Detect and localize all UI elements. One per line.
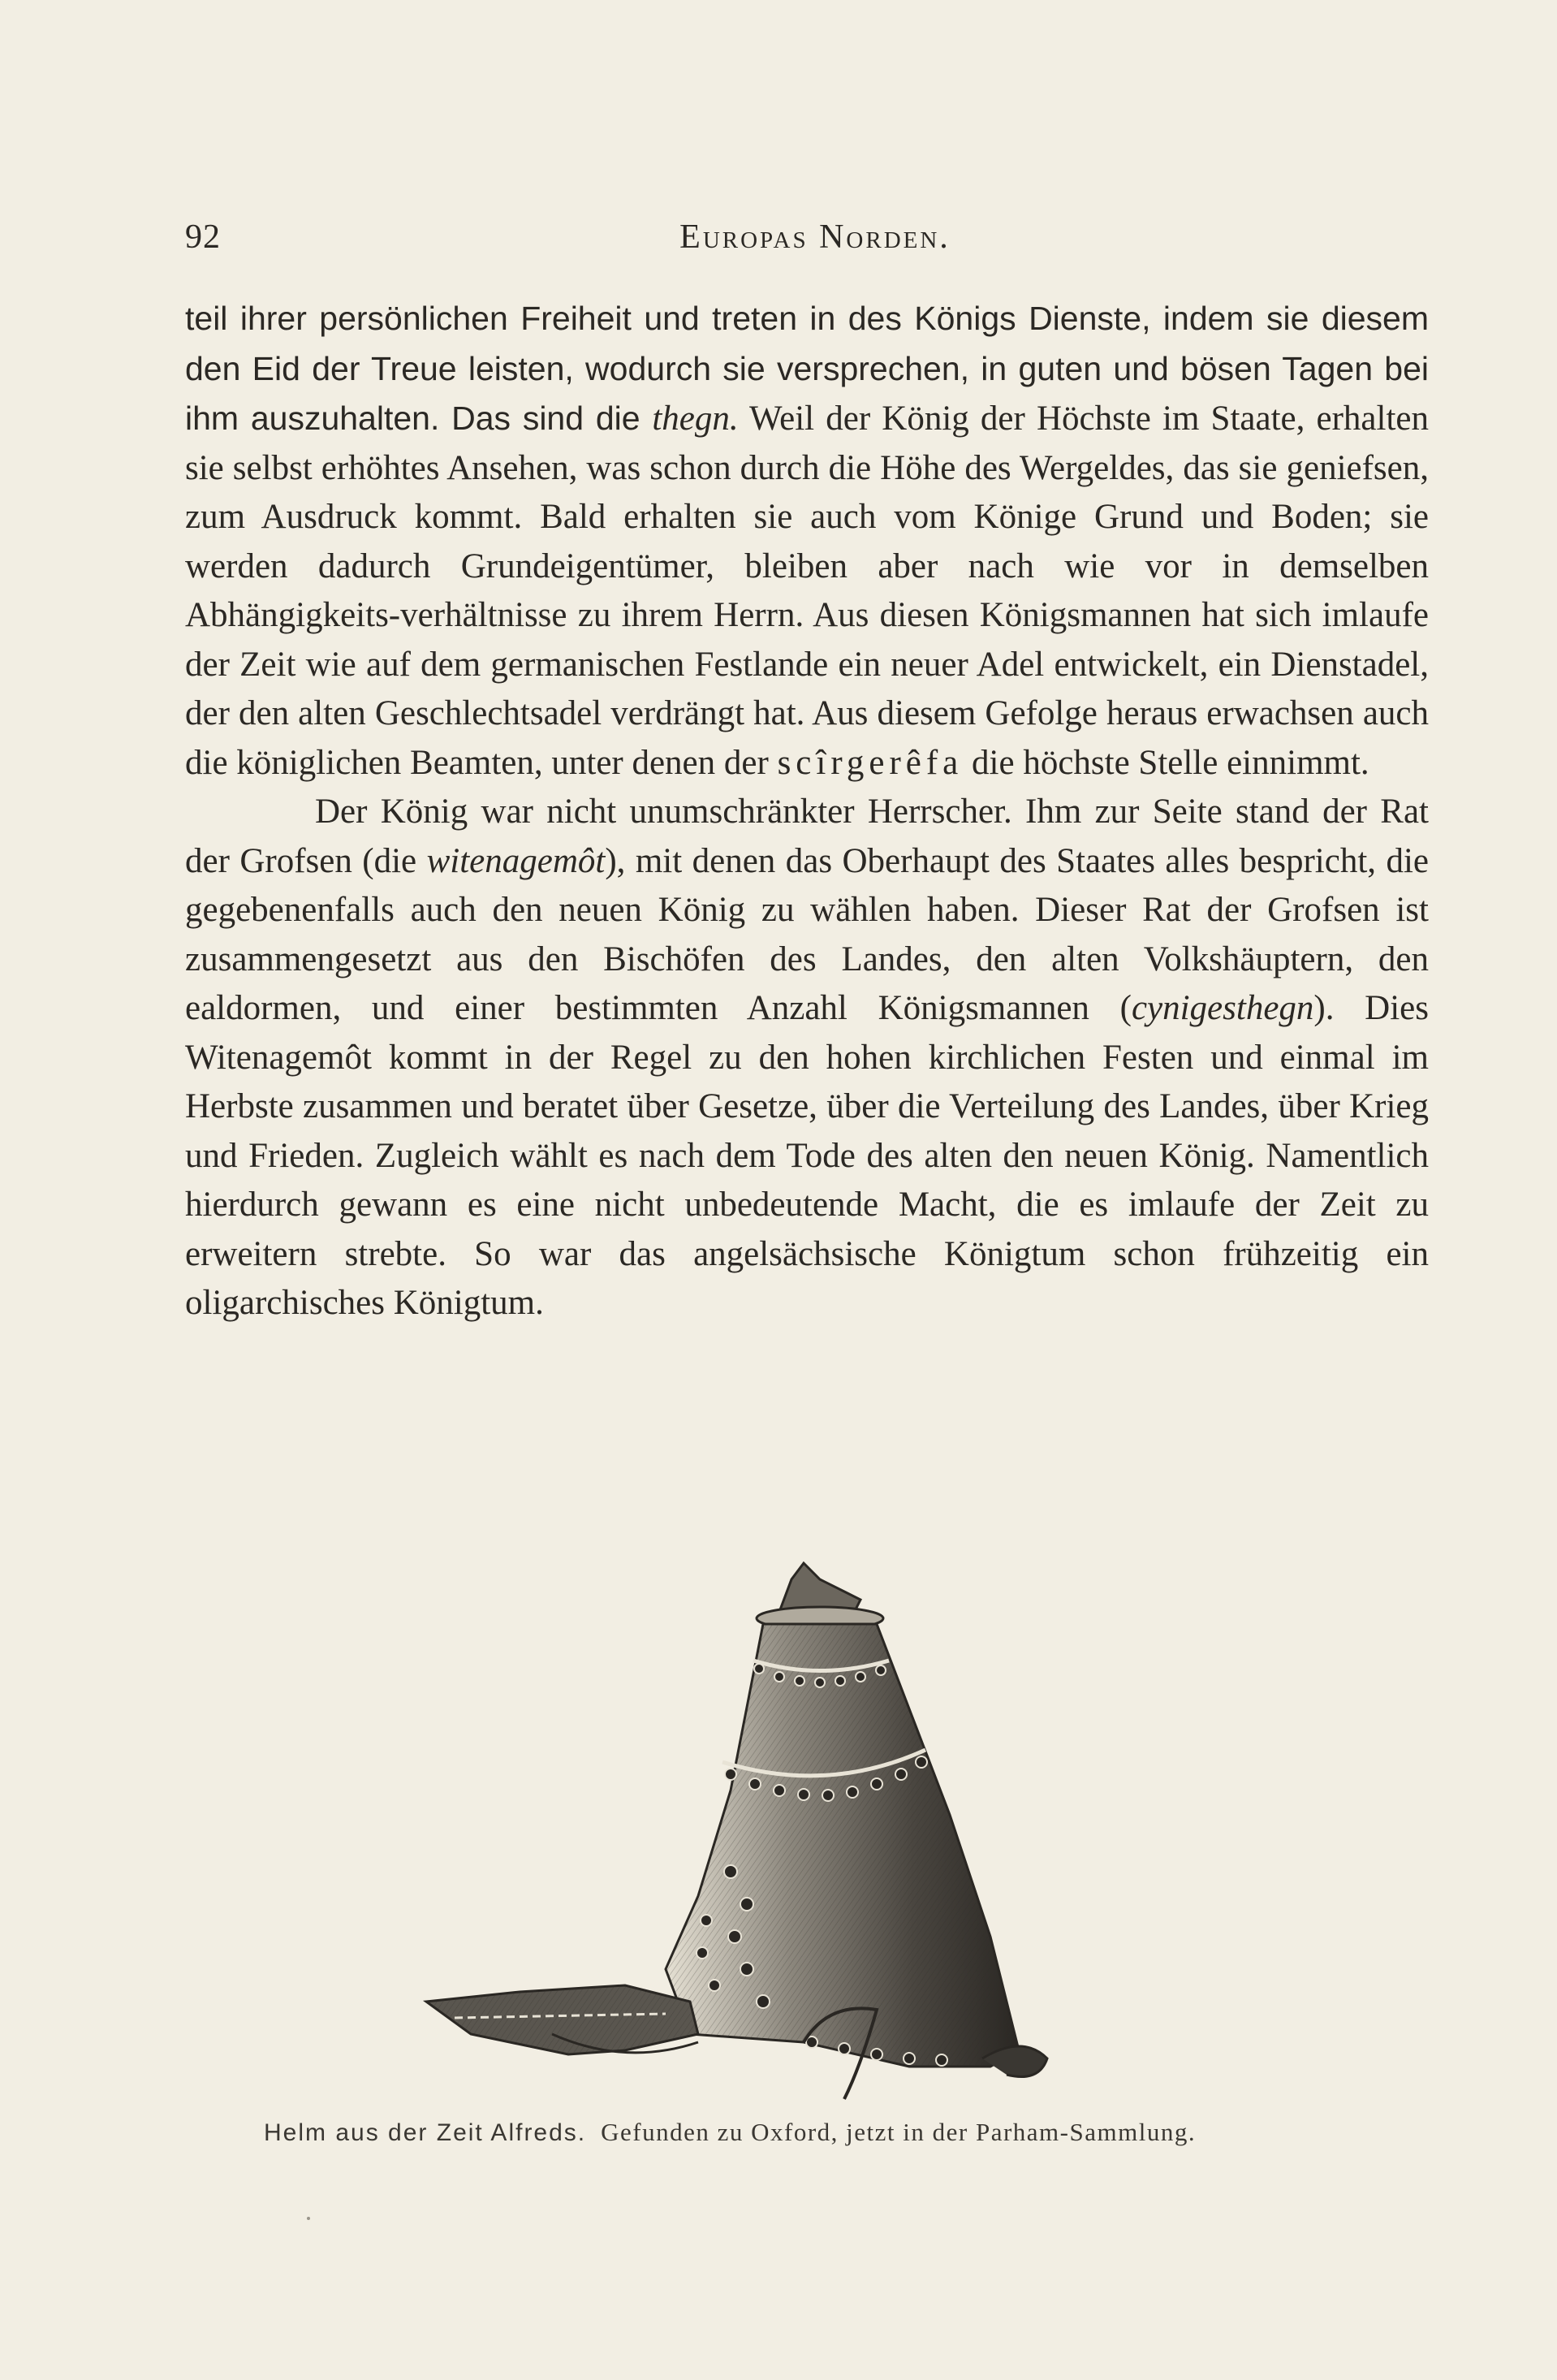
paragraph-2-part-b: ), mit denen das Oberhaupt des Staates alles bespricht, die gegebenenfalls auch den neuen König zu wählen haben. Dieser Rat der Grofsen ist zusammengesetzt aus den Bischöfen des Landes, den alten Volkshäuptern, den ealdormen, und einer bestimmten Anzahl Königsmannen ( [185,841,1429,1027]
page-header [185,218,1445,266]
caption-source: Gefunden zu Oxford, jetzt in der Parham-Sammlung. [601,2118,1197,2146]
paragraph-2 [185,788,1429,1328]
paragraph-1-part-a: teil ihrer persönlichen Freiheit und treten in des Königs Dienste, indem sie diesem den Eid der Treue leisten, wodurch sie versprechen, in guten und bösen Tagen bei ihm auszuhalten. Das sind die [185,300,1429,437]
page-number: 92 [185,218,221,256]
paragraph-1-part-c: die höchste Stelle einnimmt. [963,743,1369,782]
caption-title: Helm aus der Zeit Alfreds. [264,2119,587,2146]
body-text [185,294,1429,1328]
term-cynigesthegn: cynigesthegn [1131,989,1314,1027]
figure-caption [264,2118,1352,2147]
paragraph-1-part-b: Weil der König der Höchste im Staate, erhalten sie selbst erhöhtes Ansehen, was schon durch die Höhe des Wergeldes, das sie geniefsen, zum Ausdruck kommt. Bald erhalten sie auch vom Könige Grund und Boden; sie werden dadurch Grundeigentümer, bleiben aber nach wie vor in demselben Abhängigkeits-verhältnisse zu ihrem Herrn. Aus diesen Königsmannen hat sich imlaufe der Zeit wie auf dem germanischen Festlande ein neuer Adel entwickelt, ein Dienstadel, der den alten Geschlechtsadel verdrängt hat. Aus diesem Gefolge heraus erwachsen auch die königlichen Beamten, unter denen der [185,400,1429,782]
running-title: Europas Norden. [679,218,951,256]
helmet-illustration [422,1547,1396,2107]
paragraph-1 [185,294,1429,788]
term-witenagemot: witenagemôt [426,841,606,880]
term-scirgerefa: scîrgerêfa [777,743,964,782]
paper-speck [307,2217,310,2220]
helmet-knob [757,1563,883,1630]
paragraph-2-part-c: ). Dies Witenagemôt kommt in der Regel zu den hohen kirchlichen Festen und einmal im Herbste zusammen und beratet über Gesetze, über die Verteilung des Landes, über Krieg und Frieden. Zugleich wählt es nach dem Tode des alten den neuen König. Namentlich hierdurch gewann es eine nicht unbedeutende Macht, die es imlaufe der Zeit zu erweitern strebte. So war das angelsächsische Königtum schon frühzeitig ein oligarchisches Königtum. [185,989,1430,1322]
paragraph-2-part-a: Der König war nicht unumschränkter Herrscher. Ihm zur Seite stand der Rat der Grofsen (die [185,793,1429,880]
term-thegn: thegn. [652,400,739,438]
